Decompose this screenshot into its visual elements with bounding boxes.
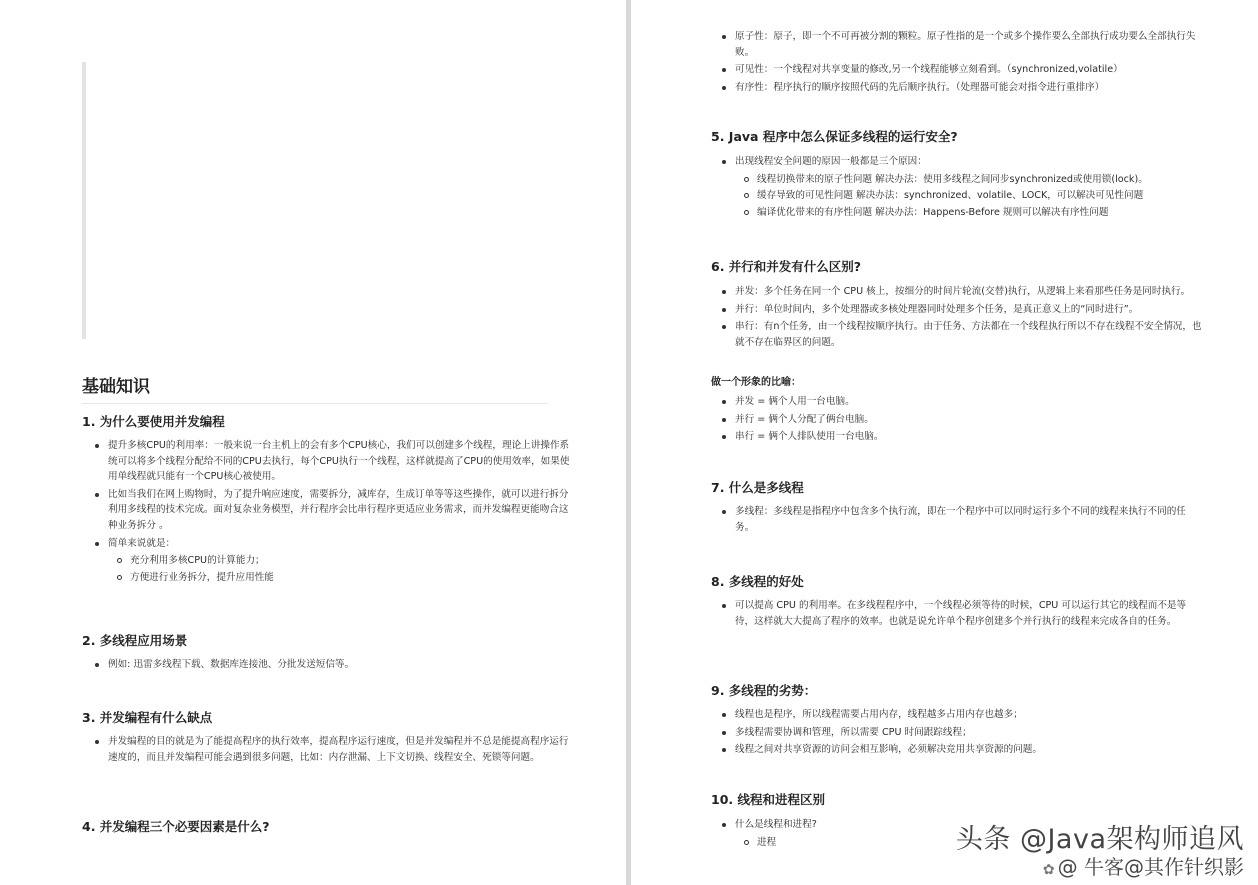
list-q7 — [713, 504, 1205, 537]
list-item: 可见性：一个线程对共享变量的修改,另一个线程能够立刻看到。（synchronized,volatile） — [735, 62, 1205, 78]
watermark — [956, 826, 1244, 877]
document-page-left — [0, 0, 626, 885]
heading-q10: 10. 线程和进程区别 — [711, 792, 825, 807]
heading-q5: 5. Java 程序中怎么保证多线程的运行安全? — [711, 129, 958, 144]
list-item: 提升多核CPU的利用率：一般来说一台主机上的会有多个CPU核心，我们可以创建多个线程，理论上讲操作系统可以将多个线程分配给不同的CPU去执行，每个CPU执行一个线程，这样就提高了CPU的使用效率，如果使用单线程就只能有一个CPU核心被使用。 — [108, 438, 570, 485]
sub-list-item: 充分利用多核CPU的计算能力； — [130, 553, 570, 569]
sublist-q5 — [735, 172, 1205, 221]
sub-list-item: 线程切换带来的原子性问题 解决办法：使用多线程之间同步synchronized或使用锁(lock)。 — [757, 172, 1205, 188]
document-page-right — [631, 0, 1258, 885]
list-item: 并发：多个任务在同一个 CPU 核上，按细分的时间片轮流(交替)执行，从逻辑上来看那些任务是同时执行。 — [735, 284, 1205, 300]
heading-q6: 6. 并行和并发有什么区别? — [711, 259, 862, 274]
list-item — [108, 536, 570, 586]
list-item: 串行 = 俩个人排队使用一台电脑。 — [735, 429, 1205, 445]
list-item: 线程之间对共享资源的访问会相互影响，必须解决竞用共享资源的问题。 — [735, 742, 1205, 758]
heading-q1: 1. 为什么要使用并发编程 — [82, 414, 225, 429]
sublist-q1 — [108, 553, 570, 585]
list-q8 — [713, 598, 1205, 631]
sub-list-item: 缓存导致的可见性问题 解决办法：synchronized、volatile、LOCK，可以解决可见性问题 — [757, 188, 1205, 204]
heading-q2: 2. 多线程应用场景 — [82, 633, 188, 648]
list-q9 — [713, 707, 1205, 760]
list-item-text: 出现线程安全问题的原因一般都是三个原因： — [735, 156, 927, 167]
sub-list-item: 编译优化带来的有序性问题 解决办法：Happens-Before 规则可以解决有序性问题 — [757, 205, 1205, 221]
list-item: 多线程需要协调和管理，所以需要 CPU 时间跟踪线程； — [735, 725, 1205, 741]
list-q2 — [86, 657, 570, 675]
list-item: 比如当我们在网上购物时，为了提升响应速度，需要拆分，减库存，生成订单等等这些操作，就可以进行拆分利用多线程的技术完成。面对复杂业务模型，并行程序会比串行程序更适应业务需求，而并发编程更能吻合这种业务拆分 。 — [108, 487, 570, 534]
section-title: 基础知识 — [82, 372, 548, 404]
heading-q3: 3. 并发编程有什么缺点 — [82, 710, 213, 725]
list-item: 并发 = 俩个人用一台电脑。 — [735, 394, 1205, 410]
list-analogy — [713, 394, 1205, 447]
watermark-line2-text: @ 牛客@其作针织影 — [1057, 855, 1244, 879]
list-q3 — [86, 734, 570, 767]
list-item: 例如: 迅雷多线程下载、数据库连接池、分批发送短信等。 — [108, 657, 570, 673]
analogy-heading: 做一个形象的比喻： — [711, 377, 801, 388]
list-item: 并发编程的目的就是为了能提高程序的执行效率，提高程序运行速度，但是并发编程并不总是能提高程序运行速度的，而且并发编程可能会遇到很多问题，比如：内存泄漏、上下文切换、线程安全、死锁等问题。 — [108, 734, 570, 765]
list-item-text: 简单来说就是： — [108, 537, 176, 549]
list-item: 线程也是程序，所以线程需要占用内存，线程越多占用内存也越多； — [735, 707, 1205, 723]
heading-q4: 4. 并发编程三个必要因素是什么? — [82, 819, 270, 834]
list-item: 多线程：多线程是指程序中包含多个执行流，即在一个程序中可以同时运行多个不同的线程来执行不同的任务。 — [735, 504, 1205, 535]
list-item: 可以提高 CPU 的利用率。在多线程程序中，一个线程必须等待的时候，CPU 可以运行其它的线程而不是等待，这样就大大提高了程序的效率。也就是说允许单个程序创建多个并行执行的线程来完成各自的任务。 — [735, 598, 1205, 629]
heading-q8: 8. 多线程的好处 — [711, 574, 804, 589]
list-item — [735, 154, 1205, 220]
sub-list-item: 进程 — [757, 835, 1205, 851]
list-q6 — [713, 284, 1205, 352]
list-item-text: 什么是线程和进程? — [735, 819, 817, 830]
blockquote-bar — [82, 62, 86, 339]
heading-q7: 7. 什么是多线程 — [711, 480, 804, 495]
list-item: 并行 = 俩个人分配了俩台电脑。 — [735, 412, 1205, 428]
list-item: 并行：单位时间内，多个处理器或多核处理器同时处理多个任务，是真正意义上的“同时进行”。 — [735, 302, 1205, 318]
list-item: 原子性：原子，即一个不可再被分割的颗粒。原子性指的是一个或多个操作要么全部执行成功要么全部执行失败。 — [735, 29, 1205, 60]
swirl-icon: ✿ — [1042, 862, 1055, 878]
list-item: 有序性：程序执行的顺序按照代码的先后顺序执行。（处理器可能会对指令进行重排序） — [735, 80, 1205, 96]
watermark-line1: 头条 @Java架构师追风 — [955, 824, 1244, 855]
list-item: 串行：有n个任务，由一个线程按顺序执行。由于任务、方法都在一个线程执行所以不存在线程不安全情况，也就不存在临界区的问题。 — [735, 319, 1205, 350]
heading-q9: 9. 多线程的劣势： — [711, 683, 817, 698]
list-q4 — [713, 29, 1205, 97]
sub-list-item: 方便进行业务拆分，提升应用性能 — [130, 570, 570, 586]
list-q1 — [86, 438, 570, 587]
list-q5 — [713, 154, 1205, 222]
watermark-line2 — [956, 857, 1244, 877]
